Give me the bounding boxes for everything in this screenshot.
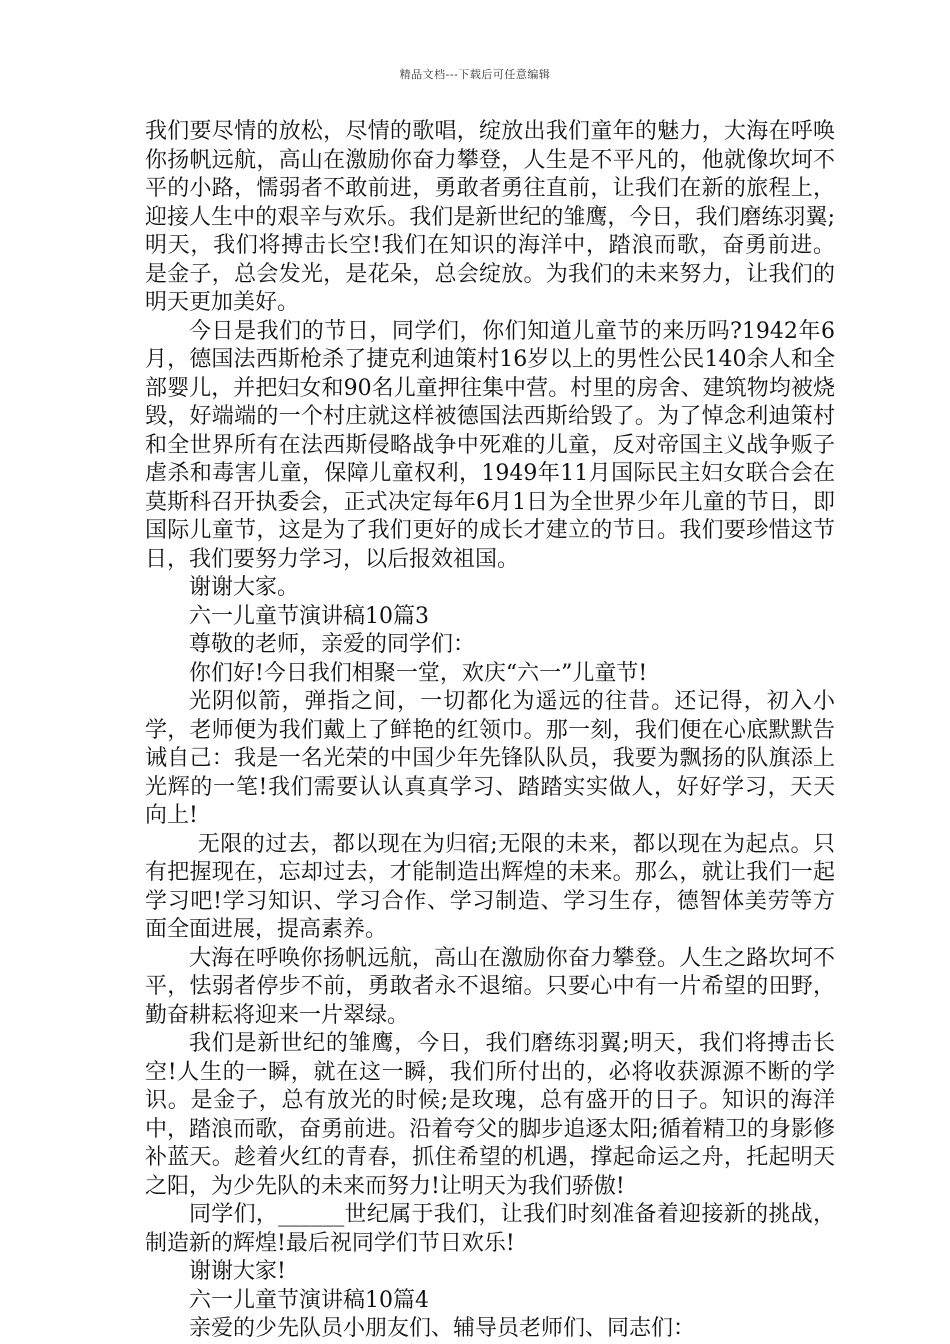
- paragraph: 我们是新世纪的雏鹰，今日，我们磨练羽翼;明天，我们将搏击长空!人生的一瞬，就在这一瞬，我们所付出的，必将收获源源不断的学识。是金子，总有放光的时候;是玫瑰，总有盛开的日子。知识的海洋中，踏浪而歌，奋勇前进。沿着夸父的脚步追逐太阳;循着精卫的身影修补蓝天。趁着火红的青春，抓住希望的机遇，撑起命运之舟，托起明天之阳，为少先队的未来而努力!让明天为我们骄傲!: [145, 1031, 835, 1199]
- section-heading: 六一儿童节演讲稿10篇4: [189, 1287, 429, 1313]
- paragraph: 无限的过去，都以现在为归宿;无限的未来，都以现在为起点。只有把握现在，忘却过去，才能制造出辉煌的未来。那么，就让我们一起学习吧!学习知识、学习合作、学习制造、学习生存，德智体美劳等方面全面进展，提高素养。: [145, 831, 835, 942]
- paragraph: 谢谢大家!: [189, 1259, 286, 1284]
- paragraph: 你们好!今日我们相聚一堂，欢庆“六一”儿童节!: [189, 660, 648, 686]
- paragraph: 我们要尽情的放松，尽情的歌唱，绽放出我们童年的魅力，大海在呼唤你扬帆远航，高山在激励你奋力攀登，人生是不平凡的，他就像坎坷不平的小路，懦弱者不敢前进，勇敢者勇往直前，让我们在新的旅程上，迎接人生中的艰辛与欢乐。我们是新世纪的雏鹰，今日，我们磨练羽翼;明天，我们将搏击长空!我们在知识的海洋中，踏浪而歌，奋勇前进。是金子，总会发光，是花朵，总会绽放。为我们的未来努力，让我们的明天更加美好。: [145, 119, 835, 315]
- paragraph: 大海在呼唤你扬帆远航，高山在激励你奋力攀登。人生之路坎坷不平，怯弱者停步不前，勇敢者永不退缩。只要心中有一片希望的田野，勤奋耕耘将迎来一片翠绿。: [145, 945, 835, 1028]
- paragraph: 光阴似箭，弹指之间，一切都化为遥远的往昔。还记得，初入小学，老师便为我们戴上了鲜艳的红领巾。那一刻，我们便在心底默默告诫自己：我是一名光荣的中国少年先锋队队员，我要为飘扬的队旗添上光辉的一笔!我们需要认认真真学习、踏踏实实做人，好好学习，天天向上!: [145, 689, 835, 828]
- page-header: 精品文档---下载后可任意编辑: [399, 68, 551, 81]
- section-heading: 六一儿童节演讲稿10篇3: [189, 603, 429, 629]
- paragraph: 今日是我们的节日，同学们，你们知道儿童节的来历吗?1942年6月，德国法西斯枪杀了捷克利迪策村16岁以上的男性公民140余人和全部婴儿，并把妇女和90名儿童押往集中营。村里的房舍、建筑物均被烧毁，好端端的一个村庄就这样被德国法西斯给毁了。为了悼念利迪策村和全世界所有在法西斯侵略战争中死难的儿童，反对帝国主义战争贩子虐杀和毒害儿童，保障儿童权利，1949年11月国际民主妇女联合会在莫斯科召开执委会，正式决定每年6月1日为全世界少年儿童的节日，即国际儿童节，这是为了我们更好的成长才建立的节日。我们要珍惜这节日，我们要努力学习，以后报效祖国。: [145, 318, 835, 572]
- paragraph: 同学们，______世纪属于我们，让我们时刻准备着迎接新的挑战，制造新的辉煌!最后祝同学们节日欢乐!: [145, 1202, 835, 1256]
- document-body: [145, 118, 835, 1344]
- salutation: 尊敬的老师，亲爱的同学们：: [189, 632, 476, 657]
- salutation: 亲爱的少先队员小朋友们、辅导员老师们、同志们：: [189, 1316, 696, 1341]
- paragraph: 谢谢大家。: [189, 575, 300, 600]
